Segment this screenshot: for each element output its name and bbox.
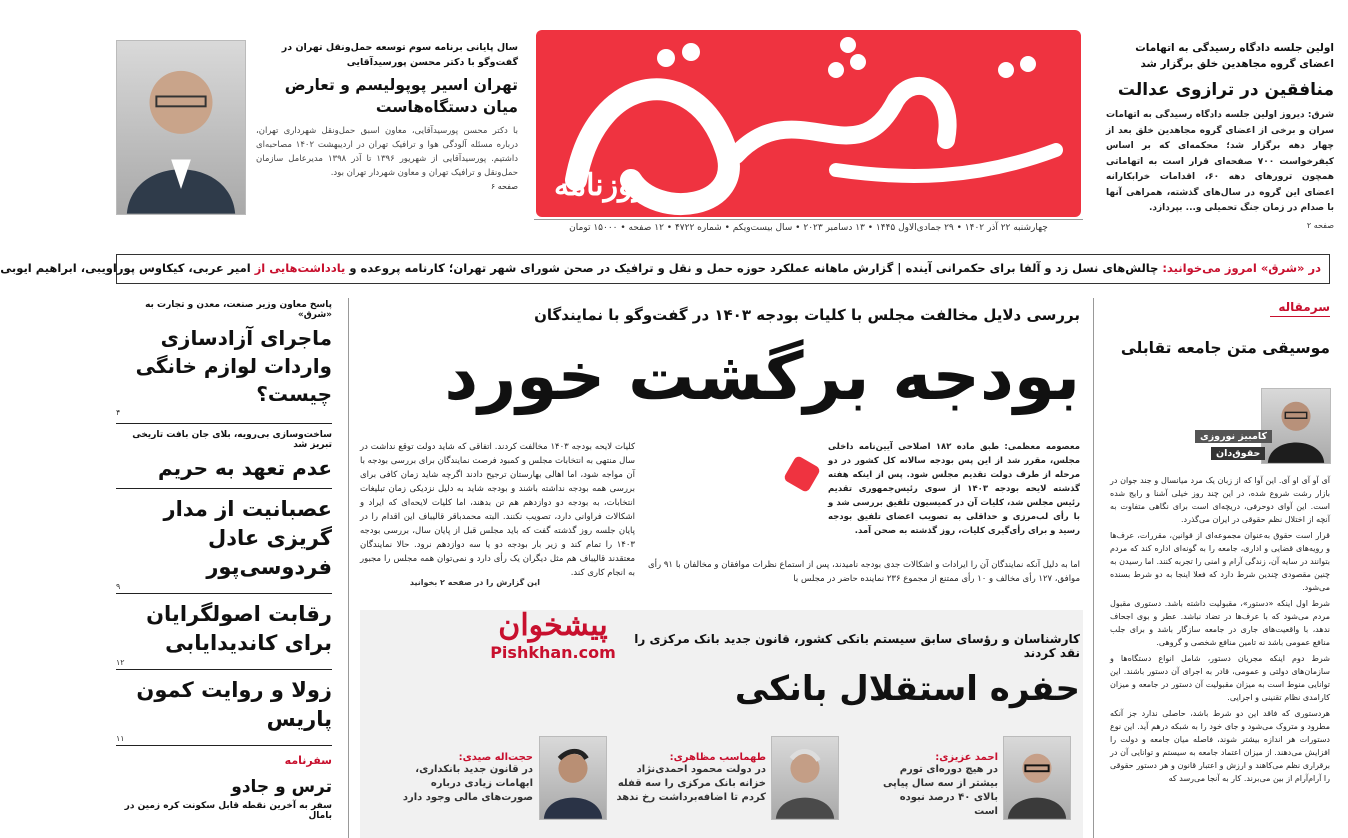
- top-left-story: [256, 40, 518, 191]
- sidebar-page: ۹: [116, 582, 121, 591]
- sidebar-headline: ماجرای آزادسازی واردات لوازم خانگی چیست؟: [135, 326, 332, 406]
- sidebar: [116, 300, 332, 821]
- sidebar-item[interactable]: [116, 670, 332, 746]
- masthead-logo: [536, 30, 1081, 217]
- lead-col-2: کلیات لایحه بودجه ۱۴۰۳ مخالفت کردند. اتفاقی که شاید دولت توقع نداشت در سال منتهی به انتخابات مجلس و کمبود فرصت نمایندگان برای بررسی بودجه با آن مواجه شود، اما اهالی بهارستان ترجیح دادند اگرچه شاید زمان کافی برای بررسی همه بودجه نداشته باشند و بودجه شاید به دلیل نزدیکی زمان تبلیغات انتخابات، به بودجه دو دوازدهم هم تن بدهند، اما کلیات لایحه‌ای که ایراد و اشکالات فراوانی دارد، تصویب نکنند. البته محمدباقر قالیباف این اقدام را در پایان جلسه روز گذشته گفت که باید مجلس قبل از پایان سال، بررسی بودجه ۱۴۰۳ را تمام کند و زیر بار بودجه دو یا سه دوازدهم نرود. حالا نمایندگان معتقدند قالیباف هم مثل دیگران یک رأی دارد و نمی‌توان همه مجلس را مجبور به انجام کاری کند.: [360, 442, 636, 578]
- expert-item: [383, 752, 533, 805]
- bank-kicker: کارشناسان و رؤسای سابق سیستم بانکی کشور، قانون جدید بانک مرکزی را نقد کردند: [634, 632, 1080, 660]
- sidebar-page: ۱۱: [116, 734, 125, 743]
- expert-name: احمد عزیزی:: [935, 752, 998, 763]
- sidebar-kicker: پاسخ معاون وزیر صنعت، معدن و تجارت به «شرق»: [145, 300, 332, 320]
- sidebar-item[interactable]: [116, 594, 332, 670]
- expert-item: [873, 752, 998, 819]
- strip-authors: امیر عربی، کیکاوس پوراویبی، ابراهیم ایوبی: [0, 261, 251, 275]
- expert-photo: [539, 736, 607, 820]
- sidebar-item[interactable]: [116, 300, 332, 424]
- lead-col1-bold: معصومه معظمی: طبق ماده ۱۸۲ اصلاحی آیین‌نامه داخلی مجلس، مقرر شد از این پس بودجه سالانه کل کشور در دو مرحله از طرف دولت تقدیم مجلس شود. پس از اینکه هفته گذشته لایحه بودجه ۱۴۰۳ از سوی رئیس‌جمهوری تقدیم رئیس مجلس شد، کلیات آن در کمیسیون تلفیق بررسی شد و با رأی لب‌مرزی و حداقلی به تصویب اعضای تلفیق بودجه رسید و برای رأی‌گیری کلیات، روز گذشته به صحن آمد.: [828, 442, 1080, 536]
- strip-highlight: یادداشت‌هایی از: [254, 261, 346, 275]
- strip-label: در «شرق» امروز می‌خوانید:: [1162, 261, 1321, 275]
- travel-section: سفرنامه: [284, 754, 332, 767]
- travel-kicker: سفر به آخرین نقطه قابل سکونت کره زمین در بامال: [124, 801, 332, 821]
- top-right-headline[interactable]: منافقین در ترازوی عدالت: [1117, 80, 1334, 100]
- expert-name: طهماسب مظاهری:: [669, 752, 766, 763]
- lead-continued[interactable]: این گزارش را در صفحه ۲ بخوانید: [409, 578, 540, 587]
- top-right-kicker: اولین جلسه دادگاه رسیدگی به اتهامات اعضای گروه مجاهدین خلق برگزار شد: [1135, 42, 1334, 70]
- watermark-fa: پیشخوان: [498, 608, 608, 643]
- logo-text: [999, 70, 1021, 81]
- editorial-author-photo: [1261, 388, 1331, 464]
- editorial-paragraph: آی آو آی او آی. این آوا که از زبان یک مرد میانسال و جند جوان در بازار رشت شروع شده، در این چند روز خیلی آشنا و رایج شده است. این آوای دوحرفی، دریچه‌ای است برای نگاهی متفاوت به آنچه از اختلال نظم حقوقی در ایران می‌گذرد.: [1110, 476, 1330, 524]
- lead-col1-body: اما به دلیل آنکه نمایندگان آن را ایرادات و اشکالات جدی بودجه نامیدند، پس از استماع نظرات موافقان و مخالفان با ۹۱ رأی موافق، ۱۲۷ رأی مخالف و ۱۰ رأی ممتنع از مجموع ۲۳۶ نماینده حاضر در مجلس با: [648, 560, 1081, 584]
- travel-headline: ترس و جادو: [231, 777, 332, 797]
- editorial-paragraph: قرار است حقوق به‌عنوان مجموعه‌ای از قوانین، مقررات، عرف‌ها و رویه‌های قضایی و اداری، جامعه را به گونه‌ای اداره کند که مردم بتوانند در سایه آن، زندگی آرام و امنی را تجربه کنند. اما رسیدن به چنین مقصودی چندین شرط دارد که فعلا اینجا به دو شرط بسنده می‌شود.: [1110, 531, 1330, 592]
- top-right-body: شرق: دیروز اولین جلسه دادگاه رسیدگی به اتهامات سران و برخی از اعضای گروه مجاهدین خلق بعد از چهار دهه برگزار شد؛ محکمه‌ای که بر اساس کیفرخواست ۷۰۰ صفحه‌ای قرار است به اتهاماتی همچون ترورهای دهه ۶۰، اقدامات خرابکارانه اعضای این گروه در سال‌های گذشته، همراهی آنها با صدام در زمان جنگ تحمیلی و... بپردازد.: [1106, 110, 1334, 213]
- top-left-kicker: سال پایانی برنامه سوم توسعه حمل‌ونقل تهران در گفت‌وگو با دکتر محسن پورسیدآقایی: [281, 42, 518, 68]
- sidebar-page: ۴: [116, 408, 121, 417]
- sidebar-headline: رقابت اصولگرایان برای کاندیدایابی: [146, 602, 332, 655]
- strip-items[interactable]: چالش‌های نسل زد و آلفا برای حکمرانی آینده | گزارش ماهانه عملکرد حوزه حمل و نقل و ترافیک در صحن شورای شهر تهران؛ کارنامه پروعده و: [349, 261, 1159, 275]
- travel-item[interactable]: [116, 746, 332, 821]
- top-left-page: صفحه ۶: [490, 182, 518, 191]
- expert-photo: [1003, 736, 1071, 820]
- sidebar-headline: عدم تعهد به حریم: [157, 456, 332, 480]
- sidebar-kicker: ساخت‌وسازی بی‌رویه، بلای جان بافت تاریخی تبریز شد: [132, 430, 332, 450]
- editorial-author-name: کامبیز نوروزی: [1195, 430, 1272, 443]
- expert-quote: در هیچ دوره‌ای تورم بیشتر از سه سال پیاپی بالای ۴۰ درصد نبوده است: [882, 764, 998, 817]
- divider-right: [1093, 298, 1094, 838]
- portrait-photo: [116, 40, 246, 215]
- bank-headline[interactable]: حفره استقلال بانکی: [734, 669, 1080, 709]
- lead-kicker: بررسی دلایل مخالفت مجلس با کلیات بودجه ۱۴۰۳ در گفت‌وگو با نمایندگان: [534, 306, 1080, 324]
- sidebar-headline: زولا و روایت کمون پاریس: [136, 678, 332, 731]
- editorial-body: [1110, 474, 1330, 785]
- editorial-author-role: حقوق‌دان: [1211, 447, 1265, 460]
- editorial-section: سرمقاله: [1270, 300, 1330, 317]
- expert-name: حجت‌اله صیدی:: [458, 752, 533, 763]
- lead-col-1: [828, 440, 1080, 538]
- expert-item: [616, 752, 766, 805]
- sidebar-page: ۱۲: [116, 658, 125, 667]
- top-right-story: [1106, 40, 1334, 230]
- editorial-title[interactable]: موسیقی متن جامعه تقابلی: [1120, 339, 1330, 357]
- pishkhan-watermark: [488, 608, 618, 662]
- expert-quote: در قانون جدید بانکداری، ابهامات زیادی درباره صورت‌های مالی وجود دارد: [402, 764, 533, 803]
- logo-subtitle: روزنامه: [554, 168, 648, 203]
- divider-left: [348, 298, 349, 838]
- top-left-body: با دکتر محسن پورسیدآقایی، معاون اسبق حمل‌ونقل شهرداری تهران، درباره مسئله آلودگی هوا و ترافیک تهران در اردیبهشت ۱۴۰۲ مصاحبه‌ای داشتیم. پورسیدآقایی از شهریور ۱۳۹۶ تا آذر ۱۳۹۸ مدیرعامل سازمان حمل‌ونقل و ترافیک تهران و معاون شهردار تهران بود.: [256, 126, 518, 178]
- sidebar-item[interactable]: [116, 489, 332, 594]
- sidebar-headline: عصبانیت از مدار گریزی عادل فردوسی‌پور: [163, 497, 332, 579]
- dateline: چهارشنبه ۲۲ آذر ۱۴۰۲ • ۲۹ جمادی‌الاول ۱۴۴۵ • ۱۳ دسامبر ۲۰۲۳ • سال بیست‌ویکم • شماره ۴۷۲۲ • ۱۲ صفحه • ۱۵۰۰۰ تومان: [534, 219, 1083, 235]
- top-left-headline[interactable]: تهران اسیر پوپولیسم و تعارض میان دستگاه‌هاست: [284, 76, 518, 116]
- expert-photo: [771, 736, 839, 820]
- editorial-paragraph: هردستوری که فاقد این دو شرط باشد، حاصلی ندارد جز آنکه مطرود و متروک می‌شود و جای خود را به شبکه درهم آید. این نوع دستورات هر اندازه بیشتر شوند، فاصله میان جامعه و دولت را افزایش می‌دهند. از میزان اعتماد جامعه به سیستم و توانایی آن در برقراری نظم می‌کاهند و ارزش و اعتبار قانون و هر دستور حقوقی را آرام‌آرام از بین می‌برند. کار به آنجا می‌رسد که: [1110, 709, 1330, 783]
- editorial-paragraph: شرط اول اینکه «دستور»، مقبولیت داشته باشد. دستوری مقبول مردم می‌شود که با عرف‌ها در تضاد نباشد. عطر و بوی اجحاف ندهد، با واقعیت‌های جاری در جامعه سازگار باشد و برای جلب منافع عمومی باشد نه تامین منافع شخصی و گروهی.: [1110, 599, 1330, 647]
- expert-quote: در دولت محمود احمدی‌نژاد خزانه بانک مرکزی را سه قفله کردم تا اضافه‌برداشت رخ ندهد: [616, 764, 766, 803]
- lead-headline[interactable]: بودجه برگشت خورد: [444, 338, 1080, 415]
- editorial: [1108, 300, 1330, 357]
- todays-contents-strip: [0, 254, 1330, 284]
- editorial-paragraph: شرط دوم اینکه مجریان دستور، شامل انواع دستگاه‌ها و سازمان‌های دولتی و عمومی، قادر به اجرای آن دستور باشند. این توانایی منوط است به میزان مقبولیت آن دستور در جامعه و میزان کارامدی نظام تقنینی و اجرایی.: [1110, 654, 1330, 702]
- red-accent-shape: [783, 455, 821, 493]
- watermark-en: Pishkhan.com: [490, 643, 616, 662]
- top-right-page: صفحه ۲: [1306, 220, 1334, 230]
- sidebar-item[interactable]: [116, 424, 332, 489]
